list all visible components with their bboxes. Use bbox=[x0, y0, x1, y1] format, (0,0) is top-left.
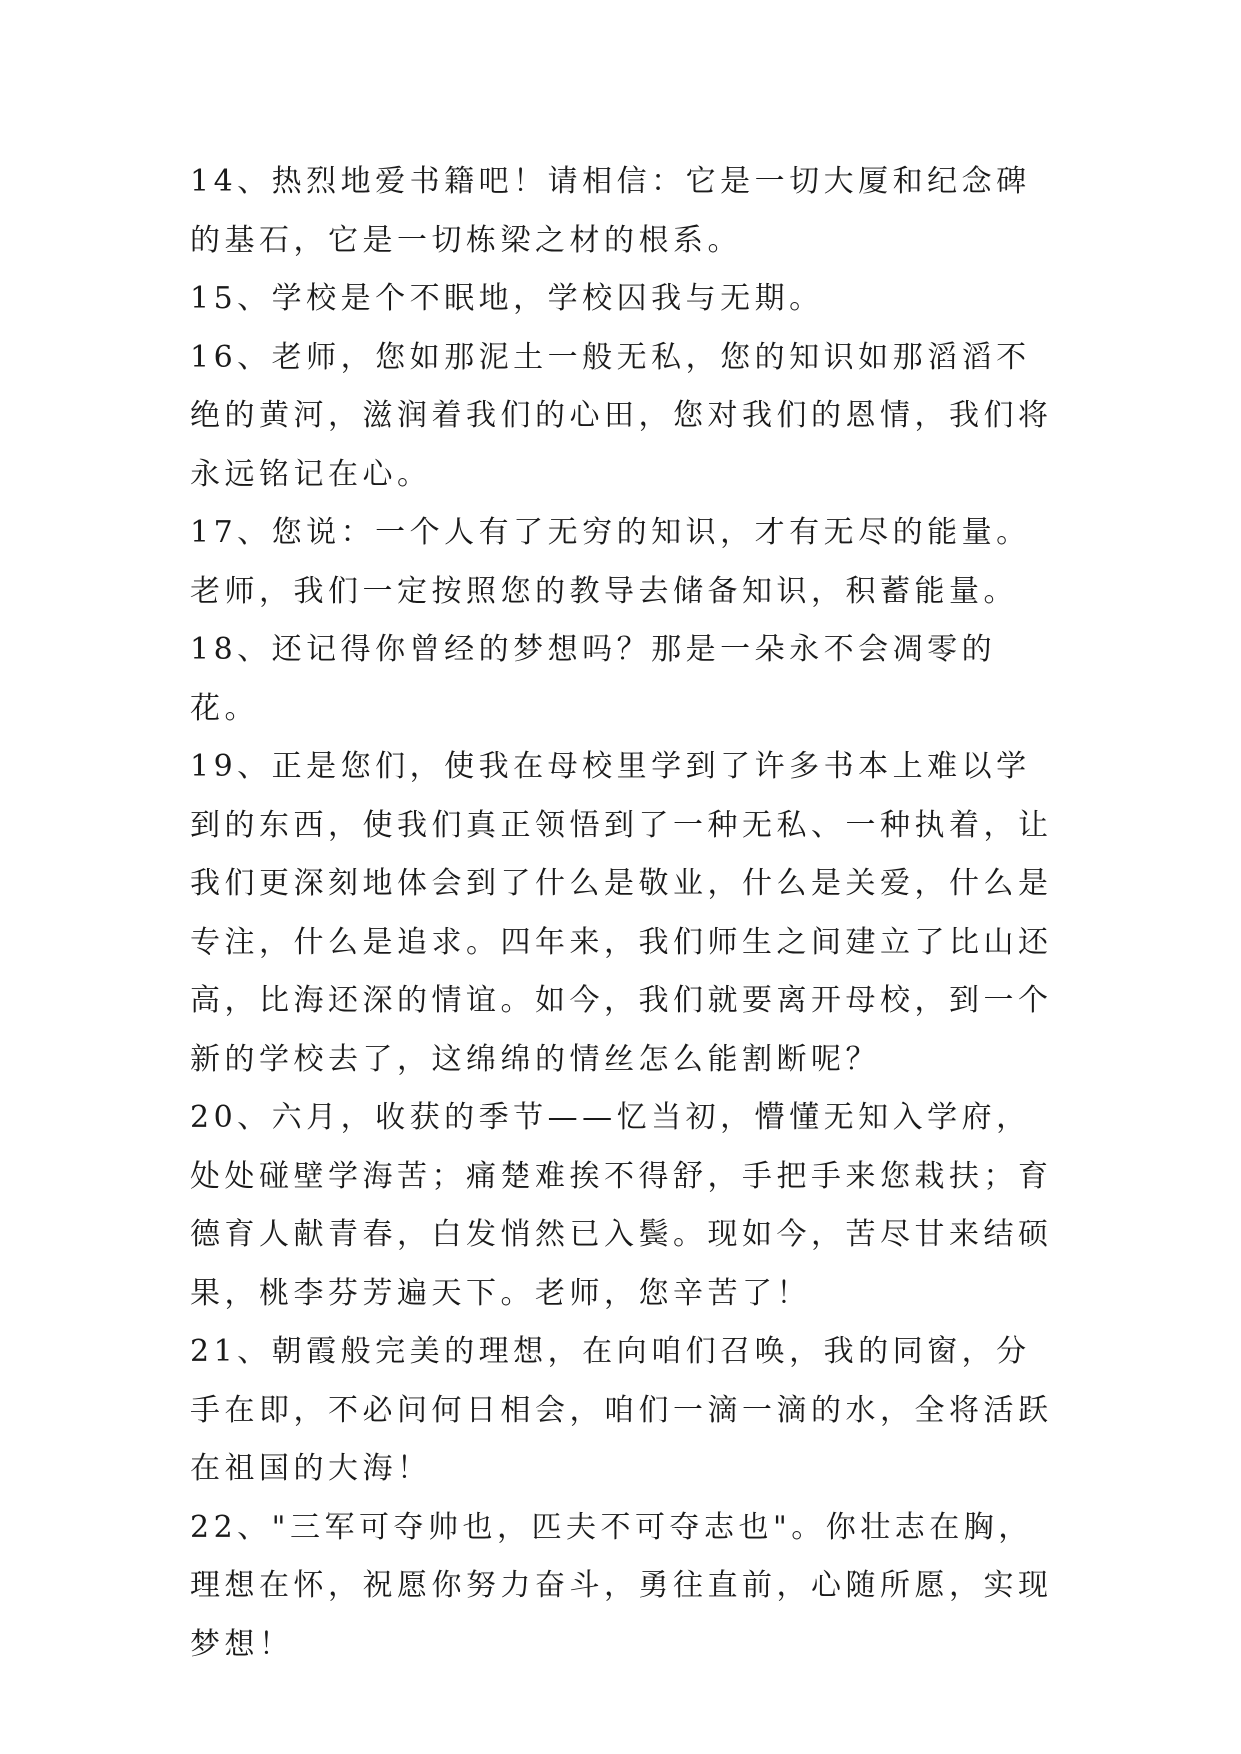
list-item-17: 17、您说：一个人有了无穷的知识，才有无尽的能量。老师，我们一定按照您的教导去储备知识，积蓄能量。 bbox=[190, 515, 1031, 609]
document-body bbox=[190, 153, 1062, 1674]
list-item-15: 15、学校是个不眠地，学校囚我与无期。 bbox=[190, 281, 824, 316]
list-item-22: 22、"三军可夺帅也，匹夫不可夺志也"。你壮志在胸，理想在怀，祝愿你努力奋斗，勇往直前，心随所愿，实现梦想！ bbox=[190, 1509, 1053, 1662]
list-item-21: 21、朝霞般完美的理想，在向咱们召唤，我的同窗，分手在即，不必问何日相会，咱们一滴一滴的水，全将活跃在祖国的大海！ bbox=[190, 1334, 1053, 1486]
list-item-20: 20、六月，收获的季节——忆当初，懵懂无知入学府，处处碰壁学海苦；痛楚难挨不得舒，手把手来您栽扶；育德育人献青春，白发悄然已入鬓。现如今，苦尽甘来结硕果，桃李芬芳遍天下。老师，您辛苦了！ bbox=[190, 1100, 1053, 1311]
list-item-19: 19、正是您们，使我在母校里学到了许多书本上难以学到的东西，使我们真正领悟到了一种无私、一种执着，让我们更深刻地体会到了什么是敬业，什么是关爱，什么是专注，什么是追求。四年来，我们师生之间建立了比山还高，比海还深的情谊。如今，我们就要离开母校，到一个新的学校去了，这绵绵的情丝怎么能割断呢？ bbox=[190, 749, 1053, 1077]
list-item-14: 14、热烈地爱书籍吧！请相信：它是一切大厦和纪念碑的基石，它是一切栋梁之材的根系。 bbox=[190, 164, 1031, 258]
list-item-18: 18、还记得你曾经的梦想吗？那是一朵永不会凋零的花。 bbox=[190, 632, 997, 726]
list-item-16: 16、老师，您如那泥土一般无私，您的知识如那滔滔不绝的黄河，滋润着我们的心田，您对我们的恩情，我们将永远铭记在心。 bbox=[190, 339, 1053, 492]
